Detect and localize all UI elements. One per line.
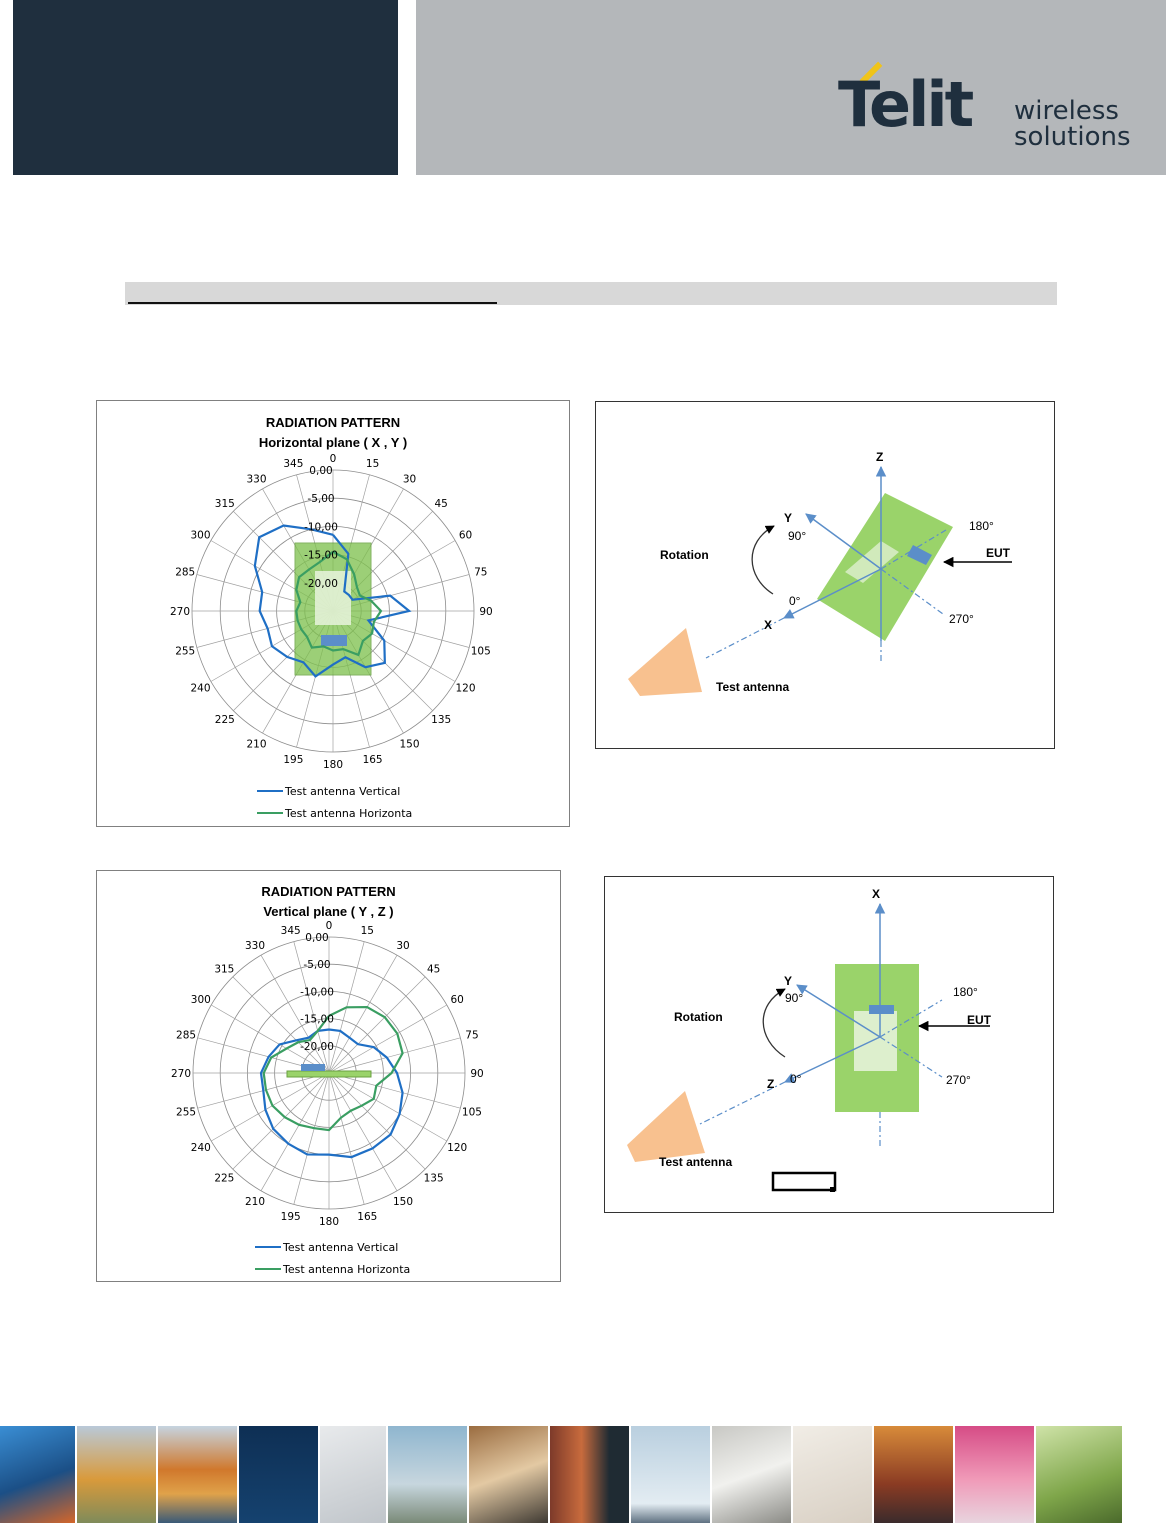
label-180: 180° xyxy=(969,519,994,533)
grid-spoke xyxy=(329,955,397,1073)
angle-tick-label: 75 xyxy=(465,1029,479,1042)
angle-tick-label: 330 xyxy=(246,473,267,486)
label-180: 180° xyxy=(953,985,978,999)
legend-item-horizontal xyxy=(257,802,412,824)
angle-tick-label: 240 xyxy=(190,682,211,695)
angle-tick-label: 225 xyxy=(214,1172,235,1185)
radial-tick-label: -5,00 xyxy=(303,959,331,972)
angle-tick-label: 150 xyxy=(392,1196,414,1209)
label-test-antenna: Test antenna xyxy=(659,1155,733,1169)
chart-title: RADIATION PATTERN xyxy=(265,415,401,430)
radial-tick-label: -20,00 xyxy=(304,577,338,590)
chart-panel-horizontal xyxy=(96,400,570,827)
legend-item-horizontal xyxy=(255,1258,410,1280)
angle-tick-label: 165 xyxy=(357,1210,378,1223)
polar-chart-vertical xyxy=(97,871,560,1281)
angle-tick-label: 90 xyxy=(470,1068,484,1080)
label-rotation: Rotation xyxy=(674,1010,723,1024)
logo-tagline-line2: solutions xyxy=(1014,122,1131,152)
label-90: 90° xyxy=(788,529,807,543)
grid-spoke xyxy=(261,1073,329,1191)
label-0: 0° xyxy=(789,594,801,608)
logo-brand: Telit xyxy=(838,68,972,141)
label-0: 0° xyxy=(790,1072,802,1086)
angle-tick-label: 345 xyxy=(283,458,304,471)
label-eut: EUT xyxy=(967,1013,991,1027)
logo-tagline-line1: wireless xyxy=(1014,96,1119,126)
legend-label: Test antenna Vertical xyxy=(283,1240,399,1254)
angle-tick-label: 0 xyxy=(325,920,333,932)
label-x: X xyxy=(872,887,881,901)
footer-tile-kiosk xyxy=(77,1426,156,1523)
angle-tick-label: 315 xyxy=(214,497,235,510)
label-y: Y xyxy=(784,511,793,525)
footer-tile-motorbike xyxy=(388,1426,467,1523)
header-dark-block xyxy=(13,0,398,175)
test-antenna-shape xyxy=(627,1091,705,1162)
angle-tick-label: 300 xyxy=(190,529,211,542)
grid-spoke xyxy=(329,1073,364,1204)
angle-tick-label: 150 xyxy=(399,738,420,751)
grid-spoke xyxy=(294,1073,329,1204)
angle-tick-label: 195 xyxy=(283,753,304,766)
grid-spoke xyxy=(329,1073,397,1191)
legend-label: Test antenna Vertical xyxy=(285,784,401,798)
grid-spoke xyxy=(329,977,425,1073)
label-z: Z xyxy=(767,1077,775,1091)
radial-tick-label: -10,00 xyxy=(304,521,338,534)
section-heading-underline xyxy=(128,302,497,304)
chart-panel-vertical xyxy=(96,870,561,1282)
angle-tick-label: 30 xyxy=(402,473,417,486)
rotation-arrow xyxy=(752,526,774,594)
footer-tile-station xyxy=(874,1426,953,1523)
footer-tile-wind-turbine xyxy=(631,1426,710,1523)
angle-tick-label: 105 xyxy=(461,1106,482,1119)
radial-tick-label: -5,00 xyxy=(307,493,335,506)
angle-tick-label: 105 xyxy=(470,645,491,658)
angle-tick-label: 120 xyxy=(455,682,476,695)
grid-spoke xyxy=(329,1073,460,1108)
module xyxy=(854,1011,897,1071)
chip-overlay xyxy=(301,1064,325,1071)
setup-diagram-graphics xyxy=(596,402,1054,748)
angle-tick-label: 210 xyxy=(246,738,267,751)
label-y: Y xyxy=(784,974,793,988)
footer-tile-clock-display xyxy=(239,1426,318,1523)
test-antenna-shape xyxy=(628,628,702,696)
label-rotation: Rotation xyxy=(660,548,709,562)
chart-legend xyxy=(255,1236,410,1280)
angle-tick-label: 165 xyxy=(362,753,383,766)
angle-tick-label: 45 xyxy=(434,497,448,510)
grid-spoke xyxy=(329,1073,425,1169)
angle-tick-label: 285 xyxy=(176,1029,197,1042)
label-90: 90° xyxy=(785,991,804,1005)
telit-logo xyxy=(838,60,1138,160)
angle-tick-label: 135 xyxy=(423,1172,444,1185)
footer-tile-card xyxy=(469,1426,548,1523)
board-overlay xyxy=(287,1071,371,1077)
label-x: X xyxy=(764,618,773,632)
legend-swatch xyxy=(255,1246,281,1248)
small-box-corner xyxy=(830,1187,835,1192)
angle-tick-label: 195 xyxy=(280,1210,301,1223)
angle-tick-label: 60 xyxy=(458,529,473,542)
legend-label: Test antenna Horizonta xyxy=(285,806,413,820)
legend-swatch xyxy=(257,812,283,814)
footer-tile-highway xyxy=(0,1426,75,1523)
angle-tick-label: 75 xyxy=(474,566,488,579)
polar-chart-horizontal xyxy=(97,401,569,826)
angle-tick-label: 240 xyxy=(190,1142,211,1154)
legend-swatch xyxy=(255,1268,281,1270)
angle-tick-label: 120 xyxy=(447,1142,468,1154)
angle-tick-label: 300 xyxy=(190,994,211,1006)
angle-tick-label: 255 xyxy=(176,1106,197,1119)
rotation-arrow xyxy=(763,989,785,1057)
angle-tick-label: 90 xyxy=(479,606,493,618)
footer-image-strip xyxy=(0,1426,1146,1523)
chart-legend xyxy=(257,780,412,824)
angle-tick-label: 255 xyxy=(175,645,196,658)
radial-tick-label: -15,00 xyxy=(300,1013,334,1026)
angle-tick-label: 270 xyxy=(169,606,191,618)
angle-tick-label: 30 xyxy=(396,939,410,952)
axis-dash-1 xyxy=(706,618,784,658)
angle-tick-label: 330 xyxy=(244,939,266,952)
legend-label: Test antenna Horizonta xyxy=(283,1262,411,1276)
label-z: Z xyxy=(876,450,884,464)
footer-tile-train xyxy=(158,1426,237,1523)
angle-tick-label: 15 xyxy=(360,925,374,938)
chip-overlay xyxy=(321,635,347,646)
footer-tile-meter xyxy=(712,1426,791,1523)
chart-subtitle: Vertical plane ( Y , Z ) xyxy=(263,904,394,919)
footer-tile-keyboard xyxy=(320,1426,386,1523)
angle-tick-label: 225 xyxy=(214,714,235,727)
angle-tick-label: 210 xyxy=(244,1196,266,1209)
chart-subtitle: Horizontal plane ( X , Y ) xyxy=(258,435,408,450)
grid-spoke xyxy=(329,1073,447,1141)
legend-item-vertical xyxy=(255,1236,410,1258)
angle-tick-label: 180 xyxy=(322,759,344,771)
chart-title: RADIATION PATTERN xyxy=(261,884,396,899)
angle-tick-label: 270 xyxy=(170,1068,192,1080)
footer-tile-vending xyxy=(550,1426,629,1523)
grid-spoke xyxy=(329,1005,447,1073)
radial-tick-label: 0,00 xyxy=(309,465,333,477)
angle-tick-label: 345 xyxy=(280,925,301,938)
label-test-antenna: Test antenna xyxy=(716,680,790,694)
label-270: 270° xyxy=(949,612,974,626)
footer-tile-room xyxy=(793,1426,872,1523)
radial-tick-label: -10,00 xyxy=(300,986,334,999)
radial-tick-label: -15,00 xyxy=(304,549,338,562)
radial-tick-label: 0,00 xyxy=(305,932,329,944)
angle-tick-label: 0 xyxy=(329,453,337,465)
angle-tick-label: 135 xyxy=(431,714,452,727)
grid-spoke xyxy=(211,1073,329,1141)
legend-item-vertical xyxy=(257,780,412,802)
label-270: 270° xyxy=(946,1073,971,1087)
logo-tagline xyxy=(1014,98,1131,150)
angle-tick-label: 45 xyxy=(426,963,441,976)
eut-chip xyxy=(869,1005,894,1014)
angle-tick-label: 315 xyxy=(214,963,235,976)
footer-tile-camera xyxy=(1036,1426,1122,1523)
small-outline-box xyxy=(773,1173,835,1190)
footer-tile-tissue xyxy=(955,1426,1034,1523)
angle-tick-label: 180 xyxy=(318,1216,340,1228)
radial-tick-label: -20,00 xyxy=(300,1040,334,1053)
setup-diagram-horizontal xyxy=(595,401,1055,749)
angle-tick-label: 15 xyxy=(365,458,380,471)
angle-tick-label: 60 xyxy=(450,994,464,1006)
angle-tick-label: 285 xyxy=(175,566,196,579)
setup-diagram-vertical xyxy=(604,876,1054,1213)
label-eut: EUT xyxy=(986,546,1010,560)
legend-swatch xyxy=(257,790,283,792)
